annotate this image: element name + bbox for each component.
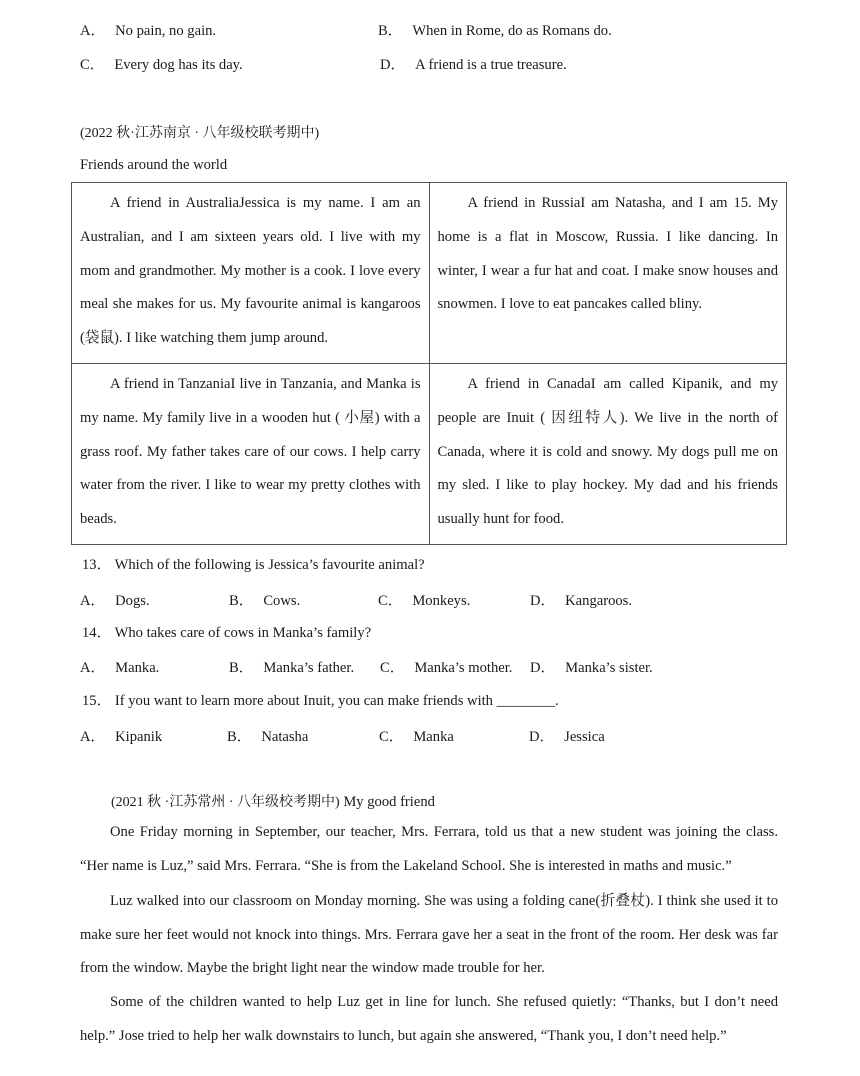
q14-option-a[interactable] — [80, 656, 159, 677]
option-text: Cows. — [263, 593, 301, 609]
question-14 — [82, 621, 371, 642]
option-text: Dogs. — [115, 593, 150, 609]
question-text: If you want to learn more about Inuit, you can make friends with ________. — [114, 693, 559, 709]
q13-option-a[interactable] — [80, 589, 150, 610]
option-text: Manka — [413, 729, 454, 745]
section2-header — [111, 791, 435, 811]
source-note: (2022 秋·江苏南京 · 八年级校联考期中) — [80, 126, 320, 141]
option-letter: B． — [229, 660, 254, 676]
paragraph-text: Luz walked into our classroom on Monday morning. She was using a folding cane(折叠杖). I think she used it to make sure her feet would not knock into things. Mrs. Ferrara gave her a seat in the front of the room. Her desk was far from the window. Maybe the bright light near the window made trouble for her. — [80, 893, 778, 976]
q14-option-c[interactable] — [380, 656, 512, 677]
option-text: Natasha — [261, 729, 309, 745]
option-text: Manka. — [115, 660, 160, 676]
option-letter: C． — [378, 593, 403, 609]
option-a[interactable] — [80, 19, 216, 40]
option-letter: C． — [379, 729, 404, 745]
table-cell-russia — [429, 183, 787, 364]
q14-option-d[interactable] — [530, 656, 653, 677]
option-letter: A． — [80, 729, 106, 745]
option-text: Manka’s sister. — [565, 660, 653, 676]
question-text: Who takes care of cows in Manka’s family? — [114, 625, 372, 641]
cell-text: A friend in AustraliaJessica is my name. I am an Australian, and I am sixteen years old. I live with my mom and grandmother. My mother is a cook. I love every meal she makes for us. My favourite animal is kangaroos (袋鼠). I like watching them jump around. — [80, 195, 421, 347]
passage-title: Friends around the world — [80, 157, 228, 173]
source-note: (2021 秋 ·江苏常州 · 八年级校考期中) — [111, 795, 340, 810]
option-text: Manka’s mother. — [414, 660, 513, 676]
option-letter: B． — [227, 729, 252, 745]
option-letter: D． — [530, 660, 556, 676]
option-letter: A． — [80, 593, 106, 609]
option-text: A friend is a true treasure. — [415, 57, 567, 73]
question-number: 13． — [82, 557, 112, 573]
q15-option-a[interactable] — [80, 725, 162, 746]
cell-text: A friend in CanadaI am called Kipanik, and my people are Inuit ( 因纽特人). We live in the north of Canada, where it is cold and snowy. My dogs pull me on my sled. I like to play hockey. My dad and his friends usually hunt for food. — [437, 376, 778, 528]
option-letter: C． — [80, 57, 105, 73]
cell-text: A friend in RussiaI am Natasha, and I am 15. My home is a flat in Moscow, Russia. I like dancing. In winter, I wear a fur hat and coat. I make snow houses and snowmen. I love to eat pancakes called bliny. — [437, 195, 778, 313]
option-text: Every dog has its day. — [114, 57, 243, 73]
q13-option-c[interactable] — [378, 589, 470, 610]
table-cell-canada — [429, 364, 787, 545]
option-text: When in Rome, do as Romans do. — [412, 23, 612, 39]
question-text: Which of the following is Jessica’s favourite animal? — [114, 557, 425, 573]
passage-title: My good friend — [343, 794, 435, 810]
option-letter: A． — [80, 23, 106, 39]
q15-option-c[interactable] — [379, 725, 454, 746]
q15-option-d[interactable] — [529, 725, 605, 746]
option-letter: B． — [229, 593, 254, 609]
cell-text: A friend in TanzaniaI live in Tanzania, and Manka is my name. My family live in a wooden hut ( 小屋) with a grass roof. My father takes care of our cows. I help carry water from the river. I like to wear my pretty clothes with beads. — [80, 376, 421, 528]
paragraph-1 — [80, 816, 778, 883]
option-text: Jessica — [564, 729, 605, 745]
paragraph-3 — [80, 986, 778, 1053]
q14-option-b[interactable] — [229, 656, 354, 677]
question-15 — [82, 689, 559, 710]
option-text: Kangaroos. — [565, 593, 633, 609]
paragraph-2 — [80, 885, 778, 986]
option-d[interactable] — [380, 53, 567, 74]
question-13 — [82, 553, 425, 574]
option-letter: C． — [380, 660, 405, 676]
option-letter: D． — [529, 729, 555, 745]
friends-table — [71, 182, 787, 545]
question-number: 15． — [82, 693, 112, 709]
q13-option-b[interactable] — [229, 589, 300, 610]
paragraph-text: Some of the children wanted to help Luz get in line for lunch. She refused quietly: “Thanks, but I don’t need help.” Jose tried to help her walk downstairs to lunch, but again she answered, “Thank you, I don’t need help.” — [80, 994, 778, 1044]
option-c[interactable] — [80, 53, 243, 74]
option-text: No pain, no gain. — [115, 23, 217, 39]
option-text: Monkeys. — [412, 593, 471, 609]
option-letter: D． — [380, 57, 406, 73]
q15-option-b[interactable] — [227, 725, 308, 746]
q13-option-d[interactable] — [530, 589, 632, 610]
option-text: Kipanik — [115, 729, 163, 745]
question-number: 14． — [82, 625, 112, 641]
table-cell-australia — [72, 183, 430, 364]
option-letter: B． — [378, 23, 403, 39]
option-text: Manka’s father. — [263, 660, 355, 676]
paragraph-text: One Friday morning in September, our teacher, Mrs. Ferrara, told us that a new student was joining the class. “Her name is Luz,” said Mrs. Ferrara. “She is from the Lakeland School. She is interested in maths and music.” — [80, 824, 778, 874]
option-letter: A． — [80, 660, 106, 676]
option-letter: D． — [530, 593, 556, 609]
table-cell-tanzania — [72, 364, 430, 545]
option-b[interactable] — [378, 19, 612, 40]
